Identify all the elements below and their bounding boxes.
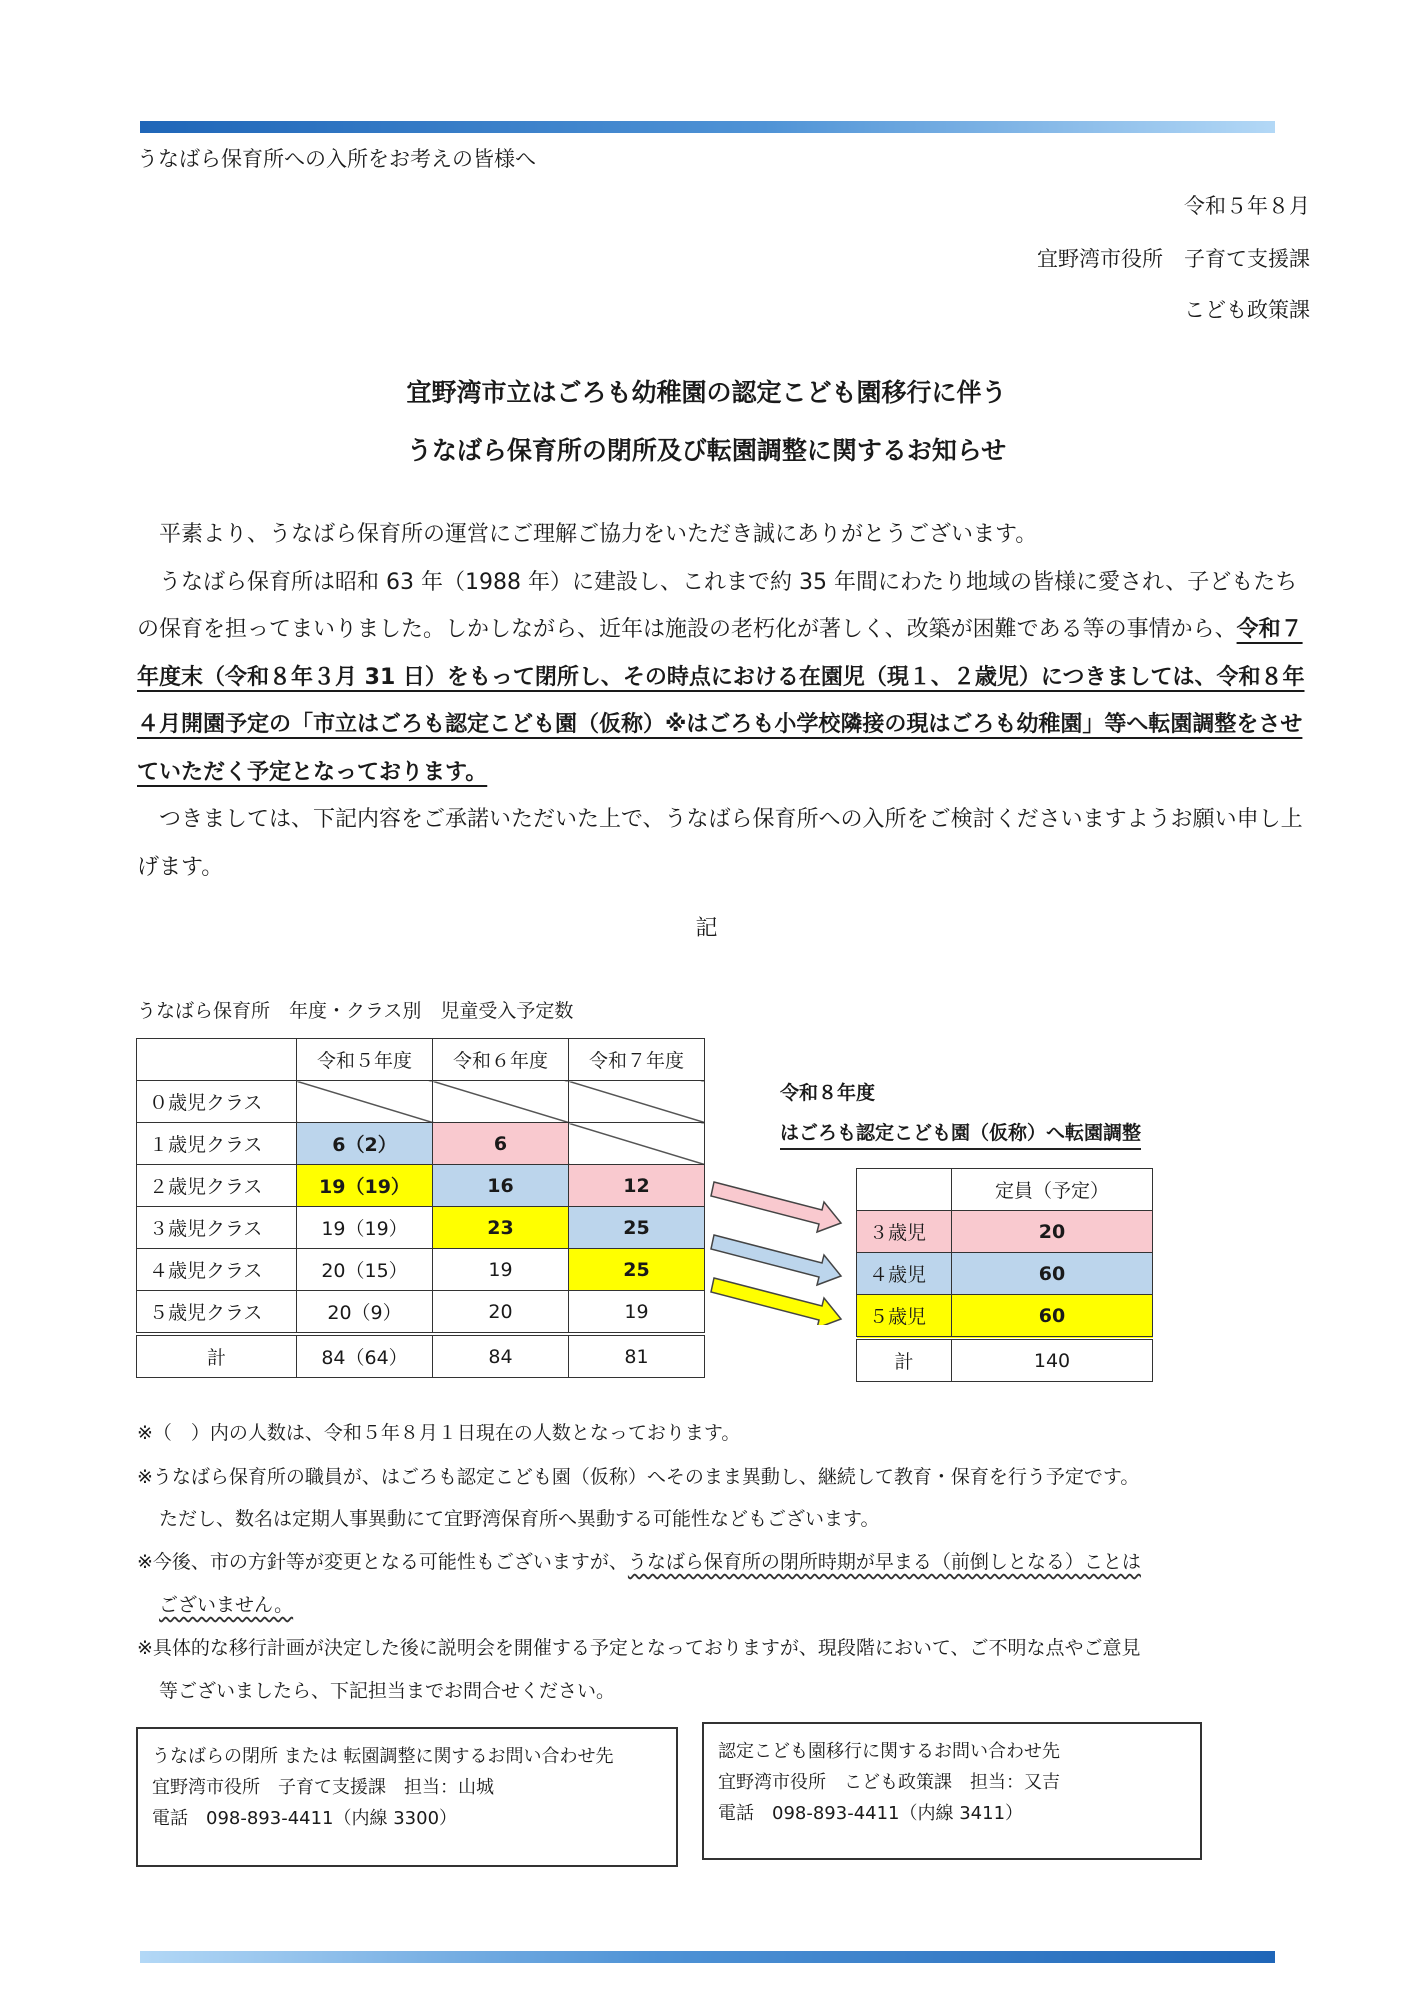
table-cell: 23 (433, 1207, 569, 1249)
table-header-cell: 令和５年度 (297, 1039, 433, 1081)
total-label: 計 (137, 1334, 297, 1378)
contact-phone: 電話 098-893-4411（内線 3411） (718, 1803, 1024, 1824)
row-label: ４歳児 (857, 1253, 952, 1295)
table-cell: 20（15） (297, 1249, 433, 1291)
contact-box-closure (136, 1727, 678, 1867)
total-label: 計 (857, 1338, 952, 1382)
total-cell: 84（64） (297, 1334, 433, 1378)
table-cell: 20（9） (297, 1291, 433, 1335)
table-header-cell: 令和７年度 (569, 1039, 705, 1081)
table-row (857, 1295, 1153, 1339)
row-label: １歳児クラス (137, 1123, 297, 1165)
table-row (137, 1081, 705, 1123)
top-gradient-bar (140, 121, 1275, 133)
closure-announcement: 令和７年度末（令和８年３月 31 日）をもって閉所し、その時点における在園児（現１、２歳児）につきましては、令和８年４月開園予定の「市立はごろも認定こども園（仮称）※はごろも小学校隣接の現はごろも幼稚園」等へ転園調整をさせていただく予定となっております。 (137, 617, 1305, 785)
contact-department: 宜野湾市役所 子育て支援課 担当：山城 (152, 1777, 494, 1798)
row-label: ４歳児クラス (137, 1249, 297, 1291)
table-header-row (137, 1039, 705, 1081)
note-2: ※うなばら保育所の職員が、はごろも認定こども園（仮称）へそのまま異動し、継続して教育・保育を行う予定です。 (137, 1466, 1140, 1488)
note-2-continued: ただし、数名は定期人事異動にて宜野湾保育所へ異動する可能性などもございます。 (159, 1508, 880, 1530)
issuer-department-2: こども政策課 (1184, 298, 1310, 322)
row-label: ５歳児 (857, 1295, 952, 1339)
table-cell-empty (297, 1081, 433, 1123)
body-paragraph-3: つきましては、下記内容をご承諾いただいた上で、うなばら保育所への入所をご検討くださいますようお願い申し上げます。 (137, 807, 1303, 880)
issuer-department-1: 宜野湾市役所 子育て支援課 (1037, 247, 1310, 271)
contact-box-transition (702, 1722, 1202, 1860)
document-title-line2: うなばら保育所の閉所及び転園調整に関するお知らせ (406, 436, 1007, 465)
table-cell: 60 (952, 1295, 1153, 1339)
contact-department: 宜野湾市役所 こども政策課 担当：又吉 (718, 1772, 1060, 1793)
row-label: ５歳児クラス (137, 1291, 297, 1335)
body-paragraph-2-text: うなばら保育所は昭和 63 年（1988 年）に建設し、これまで約 35 年間にわたり地域の皆様に愛され、子どもたちの保育を担ってまいりました。しかしながら、近年は施設の老朽化が著しく、改築が困難である等の事情から、 (137, 569, 1298, 642)
row-label: ２歳児クラス (137, 1165, 297, 1207)
table-row (137, 1249, 705, 1291)
note-3-emphasis-end: ございません。 (159, 1594, 294, 1616)
table-header-cell (857, 1169, 952, 1211)
table-header-cell: 定員（予定） (952, 1169, 1153, 1211)
body-paragraph-2 (137, 559, 1317, 797)
bottom-gradient-bar (140, 1951, 1275, 1963)
table-cell-empty (569, 1123, 705, 1165)
transfer-target-label: はごろも認定こども園（仮称）へ転園調整 (780, 1118, 1141, 1150)
total-cell: 84 (433, 1334, 569, 1378)
addressee: うなばら保育所への入所をお考えの皆様へ (137, 147, 536, 171)
table-cell: 6 (433, 1123, 569, 1165)
table-cell: 20 (433, 1291, 569, 1335)
table-total-row (857, 1338, 1153, 1382)
total-cell: 81 (569, 1334, 705, 1378)
table-row (137, 1207, 705, 1249)
table-total-row (137, 1334, 705, 1378)
table-header-row (857, 1169, 1153, 1211)
contact-title: 認定こども園移行に関するお問い合わせ先 (718, 1741, 1060, 1762)
transfer-arrow-blue (711, 1235, 841, 1285)
table-row (137, 1165, 705, 1207)
transfer-arrows (710, 1165, 845, 1325)
total-cell: 140 (952, 1338, 1153, 1382)
table-row (857, 1211, 1153, 1253)
table-cell: 25 (569, 1249, 705, 1291)
table-cell: 19（19） (297, 1165, 433, 1207)
table-cell: 12 (569, 1165, 705, 1207)
transfer-arrow-yellow (711, 1278, 841, 1325)
row-label: ３歳児 (857, 1211, 952, 1253)
table-cell: 19 (569, 1291, 705, 1335)
table-row (137, 1291, 705, 1335)
capacity-table (856, 1168, 1153, 1382)
table-cell-empty (569, 1081, 705, 1123)
table-cell: 60 (952, 1253, 1153, 1295)
enrollment-table (136, 1038, 705, 1378)
table-cell: 19 (433, 1249, 569, 1291)
note-4: ※具体的な移行計画が決定した後に説明会を開催する予定となっておりますが、現段階において、ご不明な点やご意見 (137, 1637, 1141, 1659)
body-text (137, 511, 1317, 891)
note-3-emphasis: うなばら保育所の閉所時期が早まる（前倒しとなる）ことは (627, 1551, 1141, 1573)
table-header-cell (137, 1039, 297, 1081)
ki-heading: 記 (695, 916, 718, 941)
contact-phone: 電話 098-893-4411（内線 3300） (152, 1808, 458, 1829)
table-cell: 20 (952, 1211, 1153, 1253)
table-header-cell: 令和６年度 (433, 1039, 569, 1081)
table-cell: 6（2） (297, 1123, 433, 1165)
table-row (137, 1123, 705, 1165)
main-table-caption: うなばら保育所 年度・クラス別 児童受入予定数 (137, 1000, 574, 1022)
transfer-arrow-pink (711, 1182, 841, 1232)
issue-date: 令和５年８月 (1184, 194, 1310, 218)
row-label: ３歳児クラス (137, 1207, 297, 1249)
table-row (857, 1253, 1153, 1295)
note-4-continued: 等ございましたら、下記担当までお問合せください。 (159, 1680, 616, 1702)
contact-title: うなばらの閉所 または 転園調整に関するお問い合わせ先 (152, 1746, 614, 1767)
table-cell-empty (433, 1081, 569, 1123)
body-paragraph-1: 平素より、うなばら保育所の運営にご理解ご協力をいただき誠にありがとうございます。 (159, 522, 1038, 547)
transfer-year-label: 令和８年度 (780, 1082, 876, 1104)
note-1: ※（ ）内の人数は、令和５年８月１日現在の人数となっております。 (137, 1422, 741, 1444)
note-3-text: ※今後、市の方針等が変更となる可能性もございますが、 (137, 1551, 628, 1573)
table-cell: 25 (569, 1207, 705, 1249)
table-cell: 19（19） (297, 1207, 433, 1249)
row-label: ０歳児クラス (137, 1081, 297, 1123)
table-cell: 16 (433, 1165, 569, 1207)
document-title-line1: 宜野湾市立はごろも幼稚園の認定こども園移行に伴う (406, 378, 1007, 407)
note-3-continued (159, 1590, 293, 1617)
note-3 (137, 1547, 1141, 1574)
